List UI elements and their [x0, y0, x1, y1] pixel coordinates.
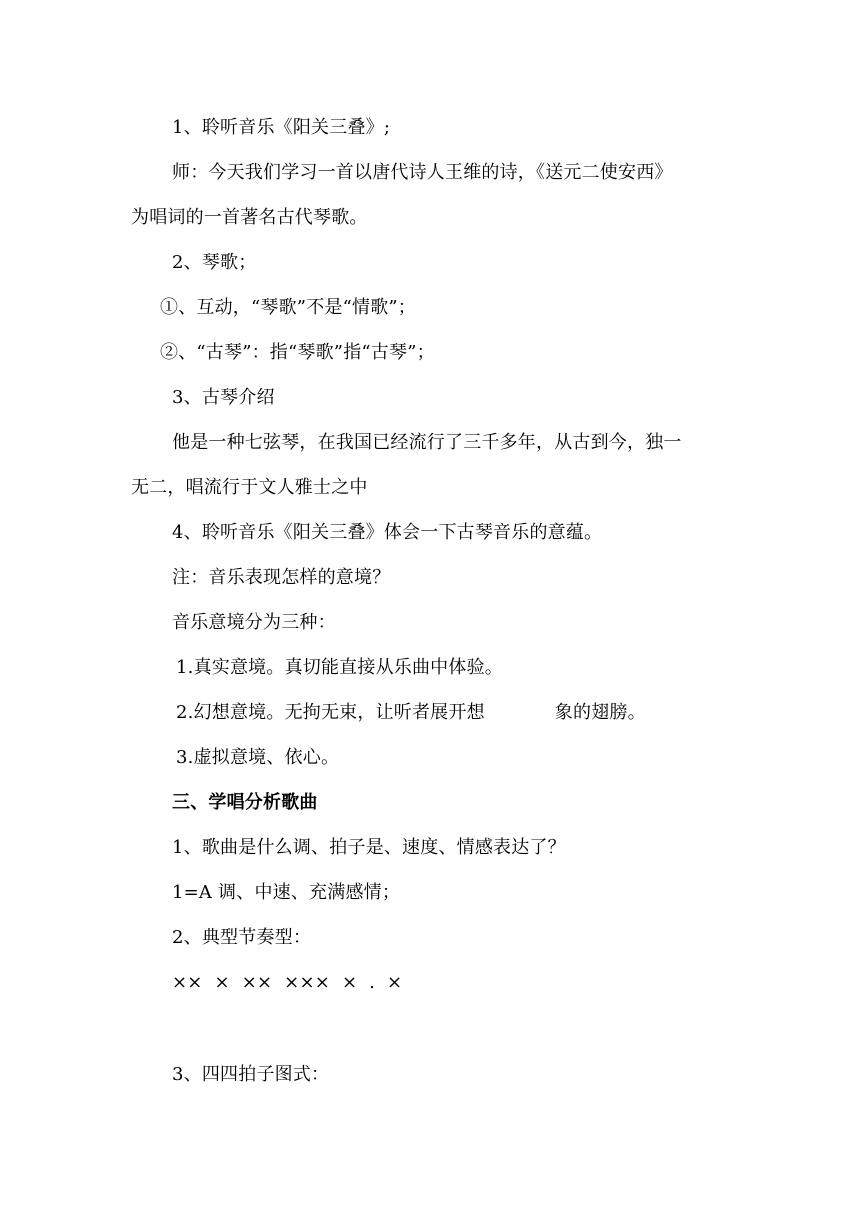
text-line-fantasy-mood — [176, 699, 646, 727]
text-line-four-four-diagram: 3、四四拍子图式： — [172, 1064, 330, 1085]
text-line-guqin-intro: 3、古琴介绍 — [172, 387, 275, 408]
text-line-real-mood: 1.真实意境。真切能直接从乐曲中体验。 — [176, 657, 503, 678]
text-line-qin-song: 2、琴歌； — [172, 252, 257, 273]
text-line-key-tempo: 1=A 调、中速、充满感情； — [172, 882, 401, 903]
text-line-listen-music: 1、聆听音乐《阳关三叠》; — [172, 117, 391, 138]
text-line-interaction: ①、互动，“琴歌”不是“情歌”； — [160, 297, 417, 318]
text-line-guqin-desc-cont: 无二，唱流行于文人雅士之中 — [131, 477, 368, 498]
fantasy-mood-part2: 象的翅膀。 — [554, 702, 646, 723]
text-line-rhythm-notation: ×× × ×× ××× × . × — [172, 972, 403, 993]
text-line-listen-again: 4、聆听音乐《阳关三叠》体会一下古琴音乐的意蕴。 — [172, 522, 603, 543]
text-line-teacher-intro: 师：今天我们学习一首以唐代诗人王维的诗，《送元二使安西》 — [172, 162, 673, 183]
section-heading-learn-sing: 三、学唱分析歌曲 — [172, 792, 318, 813]
text-line-virtual-mood: 3.虚拟意境、依心。 — [176, 747, 340, 768]
text-line-note: 注：音乐表现怎样的意境？ — [172, 567, 391, 588]
text-line-rhythm-pattern: 2、典型节奏型： — [172, 927, 312, 948]
text-line-teacher-intro-cont: 为唱词的一首著名古代琴歌。 — [131, 207, 368, 228]
text-line-three-kinds: 音乐意境分为三种： — [172, 612, 336, 633]
fantasy-mood-part1: 2.幻想意境。无拘无束，让听者展开想 — [176, 702, 485, 723]
text-line-guqin-desc: 他是一种七弦琴，在我国已经流行了三千多年，从古到今，独一 — [172, 432, 682, 453]
text-line-song-question: 1、歌曲是什么调、拍子是、速度、情感表达了？ — [172, 837, 566, 858]
text-line-guqin: ②、“古琴”：指“琴歌”指“古琴”； — [160, 342, 435, 363]
